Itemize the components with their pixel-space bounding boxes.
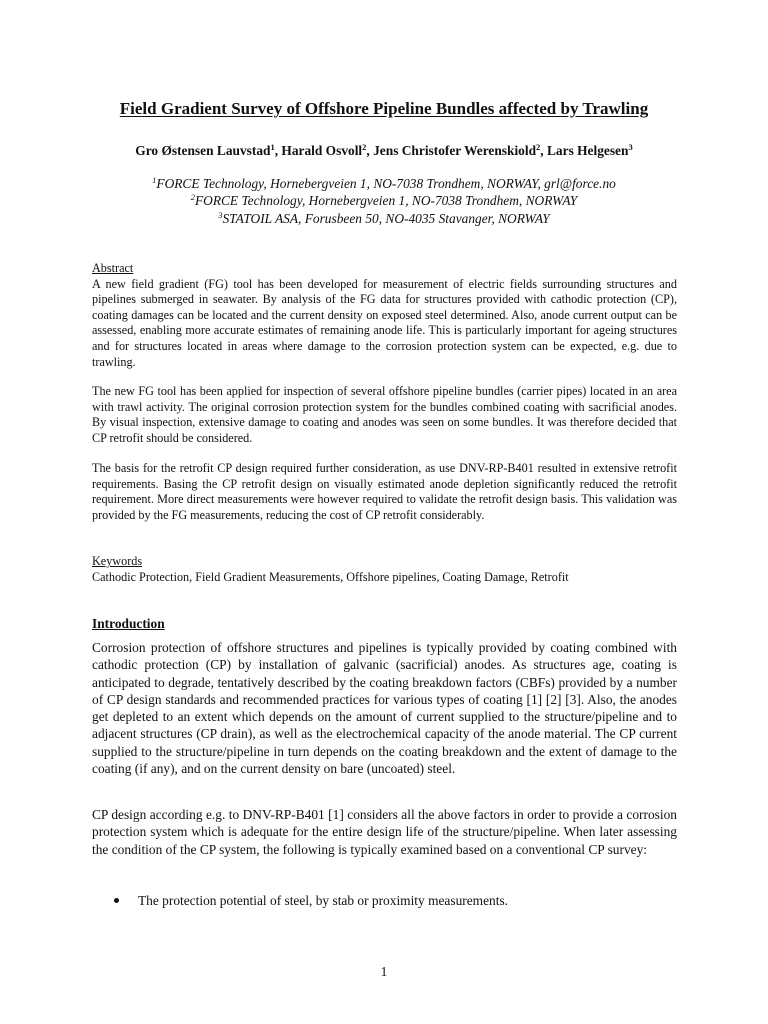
affiliation-list [0, 175, 768, 227]
introduction-section [92, 616, 677, 632]
introduction-heading: Introduction [92, 616, 165, 631]
affiliation: $^1$FORCE Technology, Hornebergveien 1, NO-7038 Trondhem, NORWAY, grl@force.no [152, 175, 616, 191]
keywords-text: Cathodic Protection, Field Gradient Measurements, Offshore pipelines, Coating Damage, Retrofit [92, 569, 569, 584]
author-list [0, 143, 768, 159]
abstract-heading: Abstract [92, 261, 134, 275]
affiliation: $^3$STATOIL ASA, Forusbeen 50, NO-4035 Stavanger, NORWAY [218, 209, 550, 226]
bullet-list [92, 892, 677, 909]
introduction-paragraph: CP design according e.g. to DNV-RP-B401 [1] considers all the above factors in order to provide a corrosion protection system which is adequate for the entire design life of the structure/pipeline. When later assessing the condition of the CP system, the following is typically examined based on a conventional CP survey: [92, 807, 677, 857]
author: Jens Christofer Werenskiold$^2$, [373, 142, 547, 158]
abstract-paragraph: A new field gradient (FG) tool has been developed for measurement of electric fields surrounding structures and pipelines submerged in seawater. By analysis of the FG data for structures provided with cathodic protection (CP), coating damages can be located and the current density on exposed steel determined. Also, anode current output can be assessed, enabling more accurate estimates of remaining anode life. This is particularly important for ageing structures and for structures located in areas where damage to the corrosion protection system can be expected, e.g. due to trawling. [92, 276, 677, 369]
bullet-icon [114, 898, 119, 903]
author: Harald Osvoll$^2$, [281, 142, 374, 158]
list-item: The protection potential of steel, by stab or proximity measurements. [92, 892, 677, 909]
page-number: 1 [380, 964, 388, 979]
abstract-section [92, 261, 677, 370]
paper-title: Field Gradient Survey of Offshore Pipeline Bundles affected by Trawling [119, 99, 649, 118]
introduction-paragraph: Corrosion protection of offshore structures and pipelines is typically provided by coating combined with cathodic protection (CP) by installation of galvanic (sacrificial) anodes. As structures age, coating is anticipated to degrade, tentatively described by the coating breakdown factors (CBFs) provided by a number of CP design standards and recommended practices for various types of coating [1] [2] [3]. Also, the anodes get depleted to an extent which depends on the amount of current supplied to the structure/pipeline and to adjacent structures (CP drain), as well as the electrochemical capacity of the anode material. The CP current supplied to the structure/pipeline in turn depends on the coating breakdown and the extent of damage to the coating (if any), and on the current density on bare (uncoated) steel. [92, 640, 677, 777]
keywords-heading: Keywords [92, 554, 143, 568]
affiliation: $^2$FORCE Technology, Hornebergveien 1, NO-7038 Trondhem, NORWAY [190, 192, 578, 209]
abstract-paragraph: The new FG tool has been applied for inspection of several offshore pipeline bundles (carrier pipes) located in an area with trawl activity. The original corrosion protection system for the bundles combined coating with sacrificial anodes. By visual inspection, extensive damage to coating and anodes was seen on some bundles. It was therefore decided that CP retrofit should be considered. [92, 384, 677, 445]
keywords-section [92, 554, 677, 585]
abstract-paragraph: The basis for the retrofit CP design required further consideration, as use DNV-RP-B401 resulted in extensive retrofit requirements. Basing the CP retrofit design on visually estimated anode depletion significantly reduced the retrofit requirement. More direct measurements were however required to validate the retrofit design basis. This validation was provided by the FG measurements, reducing the cost of CP retrofit considerably. [92, 461, 677, 522]
author: Lars Helgesen$^3$ [547, 142, 633, 158]
author: Gro Østensen Lauvstad$^1$, [135, 142, 282, 158]
